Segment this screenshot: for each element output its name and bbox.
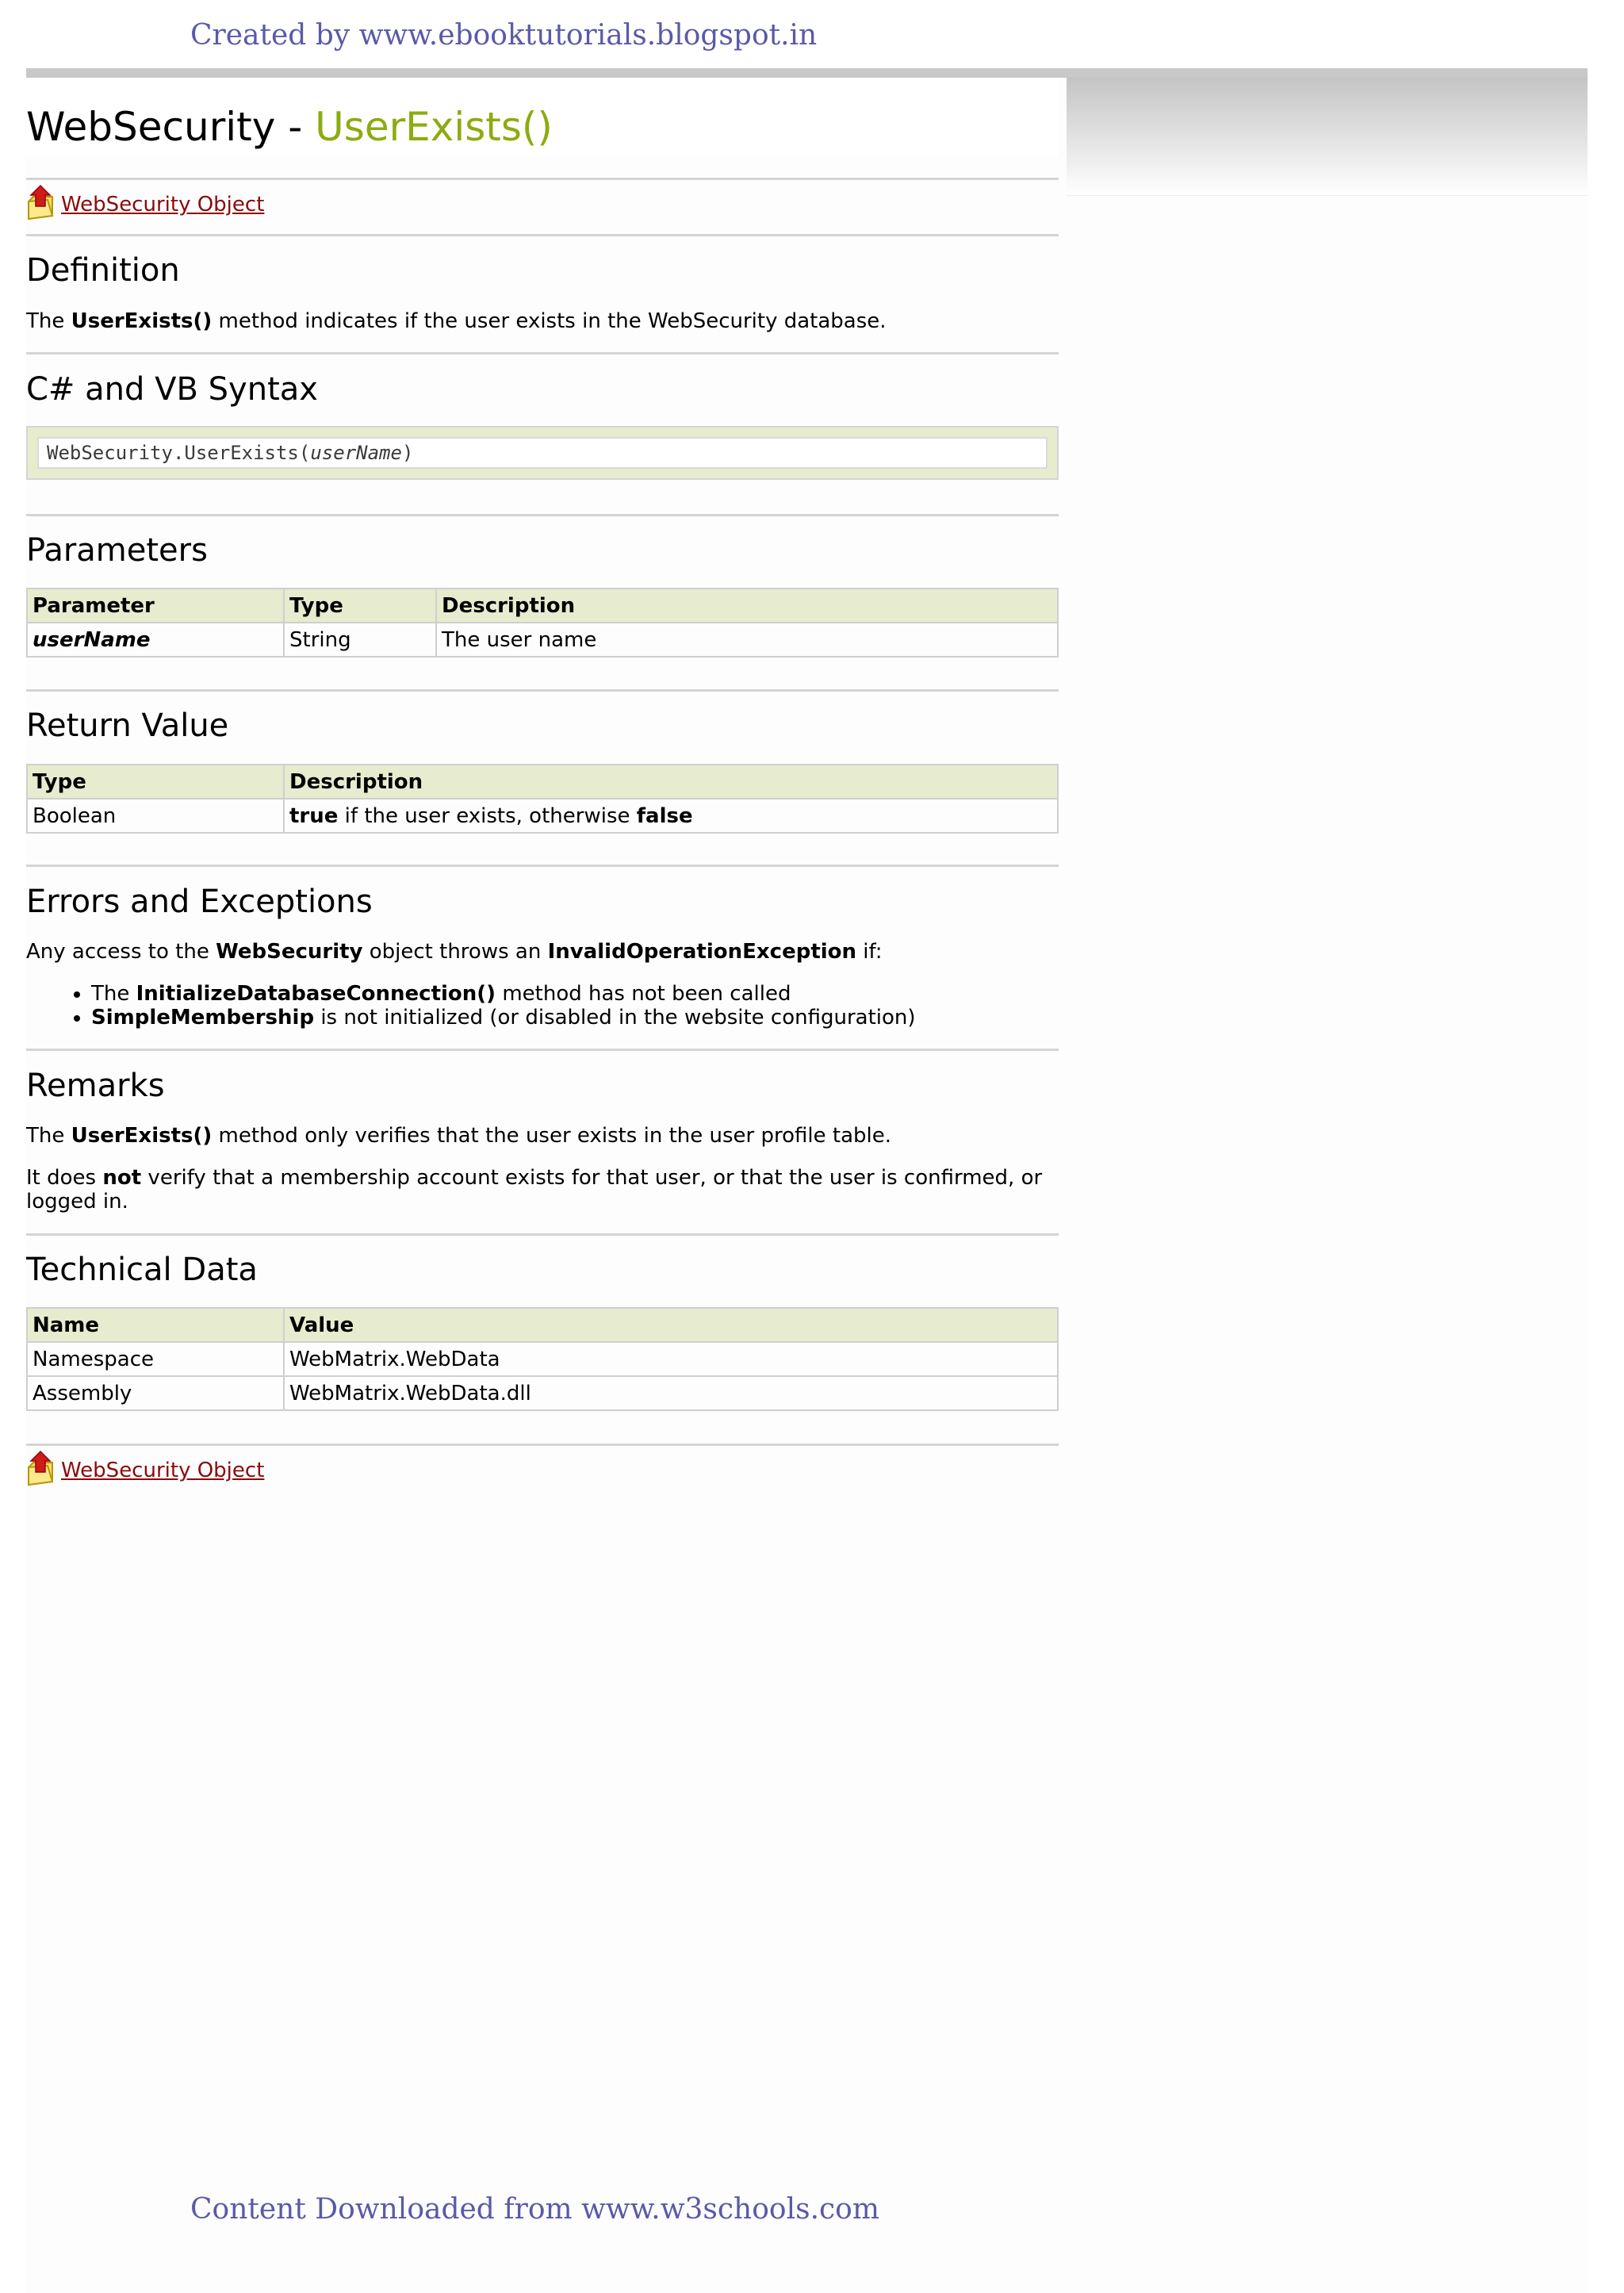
errors-heading: Errors and Exceptions <box>26 884 373 920</box>
table-cell: WebMatrix.WebData <box>284 1342 1058 1376</box>
table-header-row <box>27 1308 1058 1342</box>
table-row <box>27 623 1058 657</box>
syntax-heading: C# and VB Syntax <box>26 371 318 408</box>
divider <box>26 1049 1059 1051</box>
table-header: Type <box>27 765 284 799</box>
title-object: WebSecurity - <box>26 104 316 150</box>
nav-link-top[interactable] <box>26 186 264 223</box>
parameters-heading: Parameters <box>26 532 208 569</box>
remarks-text-1: The UserExists() method only verifies that the user exists in the user profile table. <box>26 1124 891 1148</box>
divider <box>26 1444 1059 1446</box>
code-line: WebSecurity.UserExists(userName) <box>37 437 1048 469</box>
table-header: Name <box>27 1308 284 1342</box>
divider <box>26 514 1059 516</box>
table-row <box>27 799 1058 833</box>
created-by-header: Created by www.ebooktutorials.blogspot.in <box>190 19 818 52</box>
table-cell: The user name <box>436 623 1058 657</box>
table-cell: WebMatrix.WebData.dll <box>284 1376 1058 1410</box>
code-example <box>26 426 1059 480</box>
divider <box>26 352 1059 355</box>
table-cell: userName <box>27 623 284 657</box>
return-value-heading: Return Value <box>26 707 229 744</box>
return-value-table <box>26 764 1059 834</box>
table-cell: Namespace <box>27 1342 284 1376</box>
definition-text: The UserExists() method indicates if the user exists in the WebSecurity database. <box>26 309 887 333</box>
remarks-text-2: It does not verify that a membership account exists for that user, or that the user is confirmed, or logged in. <box>26 1166 1043 1214</box>
table-header: Description <box>436 589 1058 623</box>
table-cell: Boolean <box>27 799 284 833</box>
divider <box>26 689 1059 692</box>
table-header: Type <box>284 589 436 623</box>
remarks-heading: Remarks <box>26 1068 165 1104</box>
table-cell: Assembly <box>27 1376 284 1410</box>
side-gradient <box>1067 78 1588 196</box>
technical-table <box>26 1307 1059 1411</box>
title-method: UserExists() <box>315 104 553 150</box>
folder-up-icon <box>26 184 58 226</box>
top-bar <box>26 68 1588 78</box>
table-row <box>27 1376 1058 1410</box>
websecurity-object-link[interactable]: WebSecurity Object <box>61 1459 265 1482</box>
nav-link-bottom[interactable] <box>26 1452 264 1489</box>
divider <box>26 865 1059 867</box>
list-item: • The InitializeDatabaseConnection() method has not been called <box>91 982 916 1006</box>
list-item: • SimpleMembership is not initialized (or disabled in the website configuration) <box>91 1006 916 1030</box>
errors-text: Any access to the WebSecurity object throws an InvalidOperationException if: <box>26 940 883 964</box>
errors-list <box>26 982 916 1030</box>
table-header: Parameter <box>27 589 284 623</box>
table-header-row <box>27 589 1058 623</box>
table-header-row <box>27 765 1058 799</box>
table-row <box>27 1342 1058 1376</box>
table-header: Value <box>284 1308 1058 1342</box>
table-cell: String <box>284 623 436 657</box>
page-title <box>26 104 553 150</box>
divider <box>26 1233 1059 1236</box>
technical-heading: Technical Data <box>26 1252 258 1288</box>
parameters-table <box>26 588 1059 658</box>
websecurity-object-link[interactable]: WebSecurity Object <box>61 193 265 217</box>
folder-up-icon <box>26 1450 58 1492</box>
table-cell: true if the user exists, otherwise false <box>284 799 1058 833</box>
table-header: Description <box>284 765 1058 799</box>
divider <box>26 234 1059 236</box>
divider <box>26 178 1059 180</box>
downloaded-from-footer: Content Downloaded from www.w3schools.com <box>190 2193 879 2226</box>
definition-heading: Definition <box>26 252 180 289</box>
